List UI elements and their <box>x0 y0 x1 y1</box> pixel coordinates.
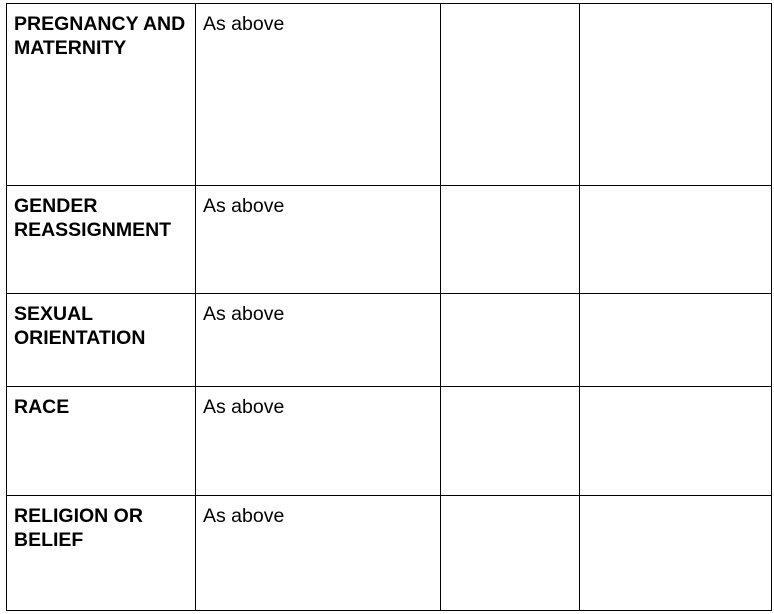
description-cell: As above <box>196 4 441 186</box>
empty-cell <box>580 4 772 186</box>
description-cell: As above <box>196 294 441 387</box>
table-row <box>7 186 772 294</box>
empty-cell <box>441 387 580 496</box>
empty-cell <box>441 496 580 611</box>
category-cell: RELIGION OR BELIEF <box>7 496 196 611</box>
category-cell: GENDER REASSIGNMENT <box>7 186 196 294</box>
description-cell: As above <box>196 387 441 496</box>
table-row <box>7 387 772 496</box>
category-cell: PREGNANCY AND MATERNITY <box>7 4 196 186</box>
empty-cell <box>580 186 772 294</box>
table-row <box>7 4 772 186</box>
equality-impact-table <box>6 3 772 611</box>
empty-cell <box>441 186 580 294</box>
empty-cell <box>580 294 772 387</box>
empty-cell <box>441 294 580 387</box>
table-row <box>7 496 772 611</box>
description-cell: As above <box>196 186 441 294</box>
empty-cell <box>441 4 580 186</box>
category-cell: SEXUAL ORIENTATION <box>7 294 196 387</box>
empty-cell <box>580 387 772 496</box>
description-cell: As above <box>196 496 441 611</box>
empty-cell <box>580 496 772 611</box>
table-row <box>7 294 772 387</box>
category-cell: RACE <box>7 387 196 496</box>
